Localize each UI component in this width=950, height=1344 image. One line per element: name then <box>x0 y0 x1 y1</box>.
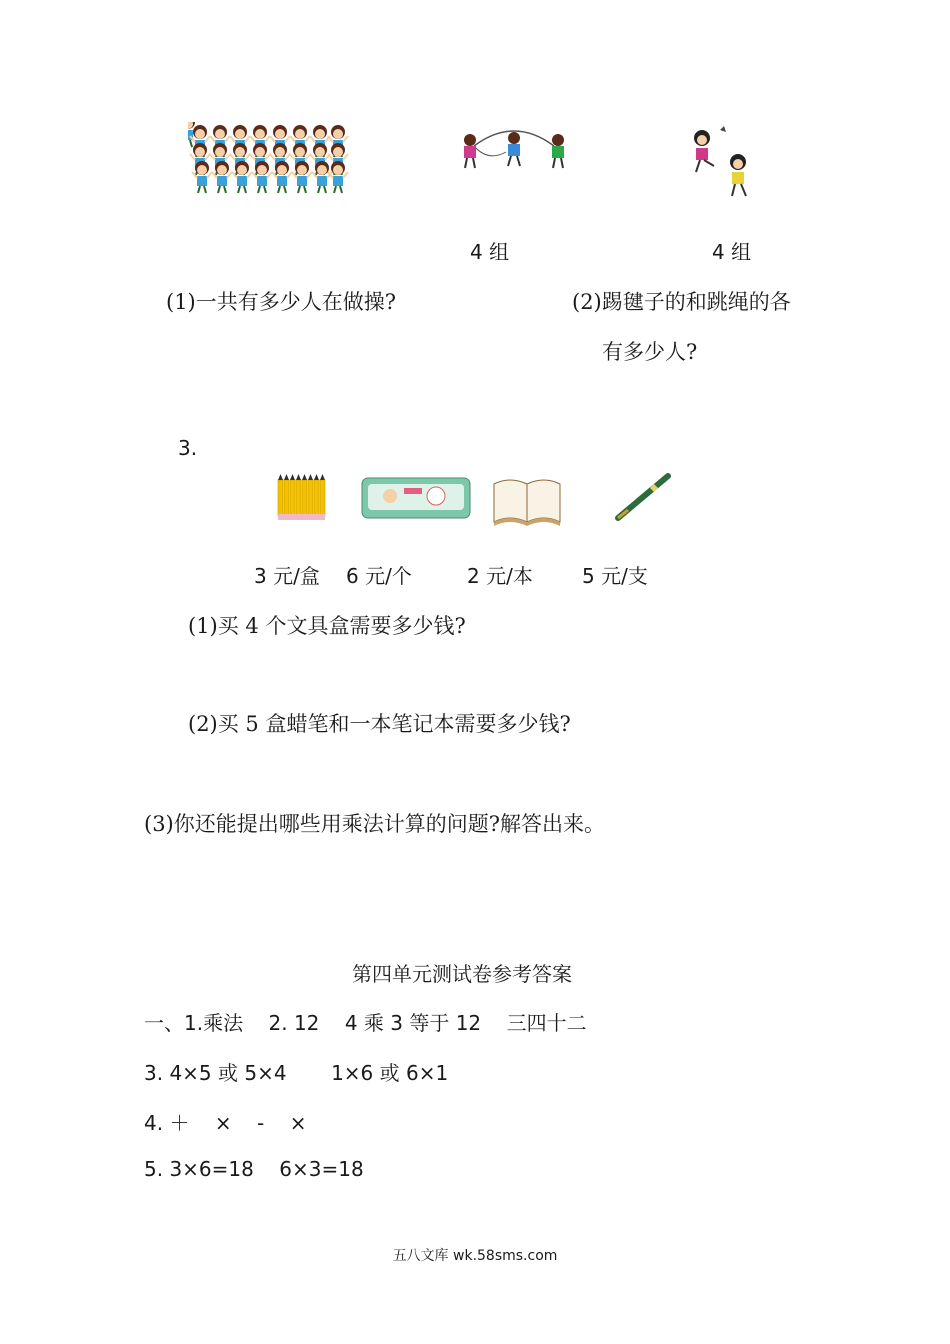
price-pencil-case: 6 元/个 <box>346 564 412 588</box>
problem2-question-2-line2: 有多少人? <box>602 340 698 364</box>
price-notebook: 2 元/本 <box>467 564 533 588</box>
problem3-number: 3. <box>178 436 198 460</box>
price-pen: 5 元/支 <box>582 564 648 588</box>
price-crayons: 3 元/盒 <box>254 564 320 588</box>
crayon-box-image <box>276 472 326 522</box>
pen-image <box>612 470 674 524</box>
problem2-question-2-line1: (2)踢毽子的和跳绳的各 <box>572 290 791 314</box>
group-label-shuttlecock: 4 组 <box>712 240 752 264</box>
answer-line-4: 5. 3×6=18 6×3=18 <box>144 1157 364 1181</box>
answer-line-3: 4. ＋ × - × <box>144 1111 307 1135</box>
group-label-jump-rope: 4 组 <box>470 240 510 264</box>
answer-line-2: 3. 4×5 或 5×4 1×6 或 6×1 <box>144 1061 449 1085</box>
pencil-case-image <box>360 474 472 522</box>
footer-watermark: 五八文库 wk.58sms.com <box>392 1248 558 1264</box>
problem2-question-1: (1)一共有多少人在做操? <box>166 290 397 314</box>
shuttlecock-kick-illustration <box>686 124 758 200</box>
notebook-image <box>490 472 564 528</box>
answer-line-1: 一、1.乘法 2. 12 4 乘 3 等于 12 三四十二 <box>144 1011 587 1035</box>
jump-rope-illustration <box>458 122 570 176</box>
problem3-question-3: (3)你还能提出哪些用乘法计算的问题?解答出来。 <box>144 812 606 836</box>
answers-title: 第四单元测试卷参考答案 <box>352 962 572 986</box>
exercise-crowd-illustration <box>188 122 350 200</box>
problem3-question-1: (1)买 4 个文具盒需要多少钱? <box>188 614 466 638</box>
problem3-question-2: (2)买 5 盒蜡笔和一本笔记本需要多少钱? <box>188 712 571 736</box>
